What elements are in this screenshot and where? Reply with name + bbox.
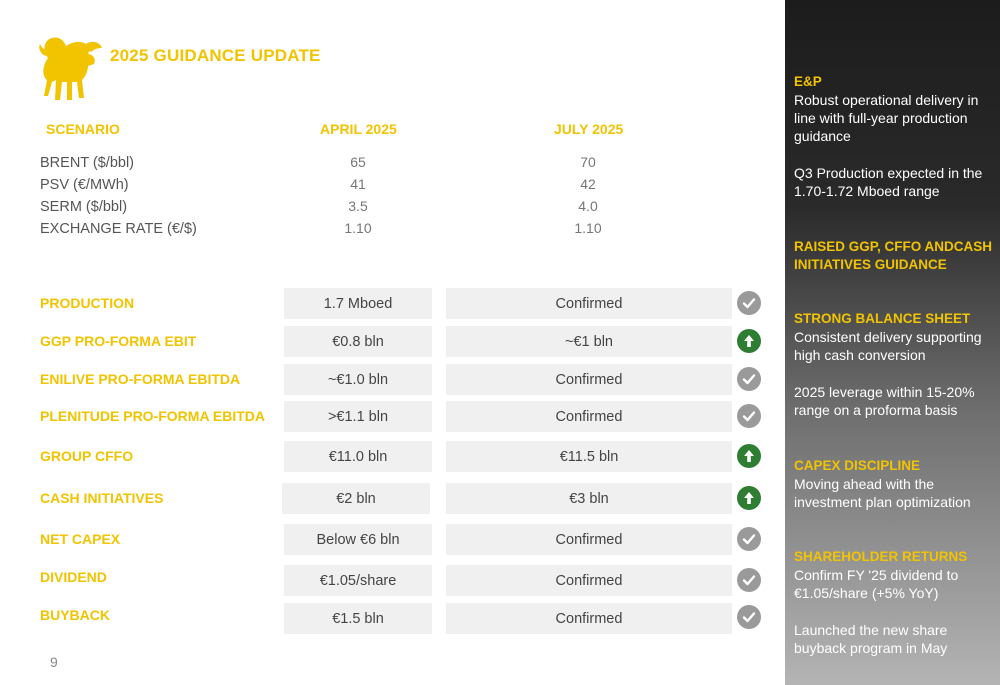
guidance-row-label: BUYBACK [40,607,110,623]
scenario-row-label: EXCHANGE RATE (€/$) [40,221,197,237]
guidance-row-label: GROUP CFFO [40,448,134,464]
scenario-row-label: PSV (€/MWh) [40,177,129,193]
april-header: APRIL 2025 [320,121,397,137]
guidance-july-value: Confirmed [446,603,732,634]
check-icon [737,605,761,629]
check-icon [737,404,761,428]
july-header: JULY 2025 [554,121,624,137]
scenario-april-value: 3.5 [348,198,368,214]
guidance-row-label: PRODUCTION [40,295,135,311]
sidebar-heading-shareholder: SHAREHOLDER RETURNS [794,549,968,564]
guidance-april-value: €1.05/share [284,565,432,596]
guidance-july-value: Confirmed [446,565,732,596]
guidance-row-label: PLENITUDE PRO-FORMA EBITDA [40,408,266,424]
sidebar-text: Q3 Production expected in the 1.70-1.72 Mboed range [794,165,983,199]
scenario-april-value: 1.10 [344,220,372,236]
scenario-july-value: 70 [580,154,596,170]
guidance-july-value: €3 bln [446,483,732,514]
scenario-july-value: 1.10 [574,220,602,236]
guidance-july-value: Confirmed [446,401,732,432]
check-icon [737,527,761,551]
guidance-july-value: Confirmed [446,288,732,319]
guidance-row-label: DIVIDEND [40,569,107,585]
guidance-july-value: Confirmed [446,364,732,395]
scenario-july-value: 42 [580,176,596,192]
sidebar-heading-balance: STRONG BALANCE SHEET [794,311,971,326]
sidebar-heading-ep: E&P [794,74,822,89]
sidebar-text: Consistent delivery supporting high cash conversion [794,329,982,363]
scenario-april-value: 41 [350,176,366,192]
guidance-april-value: ~€1.0 bln [284,364,432,395]
guidance-april-value: €0.8 bln [284,326,432,357]
guidance-july-value: ~€1 bln [446,326,732,357]
guidance-april-value: 1.7 Mboed [284,288,432,319]
check-icon [737,291,761,315]
sidebar-text: Moving ahead with the investment plan optimization [794,476,971,510]
guidance-row-label: GGP PRO-FORMA EBIT [40,333,197,349]
arrow-up-icon [737,486,761,510]
check-icon [737,568,761,592]
sidebar-text: Confirm FY '25 dividend to €1.05/share (+5% YoY) [794,567,959,601]
guidance-row-label: CASH INITIATIVES [40,490,164,506]
guidance-april-value: €1.5 bln [284,603,432,634]
scenario-april-value: 65 [350,154,366,170]
page-title: 2025 GUIDANCE UPDATE [110,46,321,65]
guidance-april-value: €11.0 bln [284,441,432,472]
guidance-row-label: NET CAPEX [40,531,121,547]
check-icon [737,367,761,391]
guidance-july-value: Confirmed [446,524,732,555]
guidance-april-value: €2 bln [282,483,430,514]
scenario-july-value: 4.0 [578,198,598,214]
sidebar-heading-raised: RAISED GGP, CFFO ANDCASH INITIATIVES GUIDANCE [794,239,993,272]
scenario-row-label: BRENT ($/bbl) [40,155,135,171]
sidebar-heading-capex: CAPEX DISCIPLINE [794,458,921,473]
sidebar-text: Launched the new share buyback program in May [794,622,948,656]
guidance-july-value: €11.5 bln [446,441,732,472]
eni-dog-logo-icon [38,36,104,104]
sidebar-text: Robust operational delivery in line with full-year production guidance [794,92,979,144]
guidance-april-value: >€1.1 bln [284,401,432,432]
scenario-header: SCENARIO [46,121,120,137]
page-number: 9 [50,654,58,670]
arrow-up-icon [737,329,761,353]
sidebar-text: 2025 leverage within 15-20% range on a proforma basis [794,384,975,418]
arrow-up-icon [737,444,761,468]
guidance-april-value: Below €6 bln [284,524,432,555]
scenario-row-label: SERM ($/bbl) [40,199,128,215]
guidance-row-label: ENILIVE PRO-FORMA EBITDA [40,371,241,387]
